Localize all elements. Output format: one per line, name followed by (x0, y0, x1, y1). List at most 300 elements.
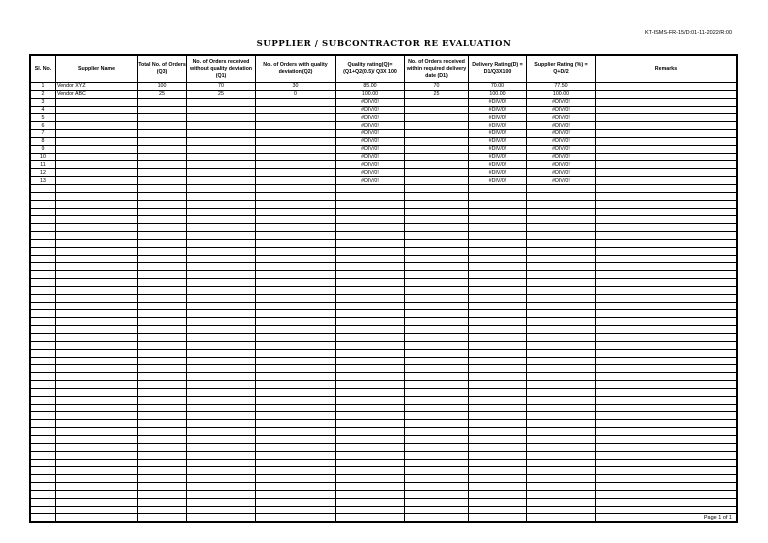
cell-orders-on-time (405, 122, 469, 130)
empty-cell (596, 208, 737, 216)
empty-cell (336, 294, 405, 302)
empty-cell (56, 294, 138, 302)
cell-orders-without-deviation (187, 177, 256, 185)
cell-quality-rating: #DIV/0! (336, 137, 405, 145)
empty-table-row (31, 192, 737, 200)
empty-cell (187, 318, 256, 326)
cell-remarks (596, 130, 737, 138)
empty-cell (527, 286, 596, 294)
empty-cell (527, 184, 596, 192)
empty-cell (405, 216, 469, 224)
empty-cell (469, 184, 527, 192)
empty-cell (256, 459, 336, 467)
cell-delivery-rating: #DIV/0! (469, 169, 527, 177)
empty-cell (596, 279, 737, 287)
cell-delivery-rating: #DIV/0! (469, 153, 527, 161)
empty-cell (596, 184, 737, 192)
empty-table-row (31, 428, 737, 436)
empty-cell (596, 420, 737, 428)
empty-cell (187, 255, 256, 263)
empty-cell (469, 326, 527, 334)
empty-cell (469, 498, 527, 506)
empty-cell (31, 404, 56, 412)
empty-cell (596, 357, 737, 365)
empty-cell (187, 224, 256, 232)
empty-cell (469, 373, 527, 381)
empty-cell (256, 475, 336, 483)
empty-cell (138, 247, 187, 255)
empty-cell (405, 467, 469, 475)
empty-cell (256, 263, 336, 271)
empty-cell (138, 286, 187, 294)
empty-table-row (31, 239, 737, 247)
empty-cell (596, 451, 737, 459)
empty-cell (336, 247, 405, 255)
cell-delivery-rating: #DIV/0! (469, 137, 527, 145)
empty-cell (256, 318, 336, 326)
cell-sl-no: 9 (31, 145, 56, 153)
empty-table-row (31, 279, 737, 287)
empty-cell (596, 192, 737, 200)
empty-table-row (31, 381, 737, 389)
empty-cell (187, 459, 256, 467)
cell-total-orders (138, 106, 187, 114)
empty-cell (256, 341, 336, 349)
empty-cell (256, 357, 336, 365)
cell-orders-with-deviation (256, 106, 336, 114)
cell-remarks (596, 122, 737, 130)
empty-cell (469, 224, 527, 232)
cell-sl-no: 5 (31, 114, 56, 122)
cell-quality-rating: 85.00 (336, 83, 405, 91)
empty-cell (138, 326, 187, 334)
empty-cell (187, 263, 256, 271)
empty-cell (256, 428, 336, 436)
empty-cell (187, 443, 256, 451)
empty-cell (56, 232, 138, 240)
empty-cell (187, 326, 256, 334)
empty-cell (138, 475, 187, 483)
empty-cell (56, 514, 138, 522)
empty-cell (56, 224, 138, 232)
empty-cell (336, 224, 405, 232)
empty-cell (31, 420, 56, 428)
empty-cell (527, 192, 596, 200)
cell-orders-with-deviation (256, 98, 336, 106)
empty-cell (527, 310, 596, 318)
empty-cell (56, 302, 138, 310)
page-footer: Page 1 of 1 (703, 515, 732, 521)
empty-cell (405, 420, 469, 428)
empty-cell (469, 443, 527, 451)
empty-cell (31, 459, 56, 467)
cell-sl-no: 13 (31, 177, 56, 185)
cell-orders-without-deviation (187, 122, 256, 130)
empty-cell (187, 506, 256, 514)
empty-cell (596, 302, 737, 310)
empty-cell (405, 365, 469, 373)
empty-cell (256, 349, 336, 357)
cell-orders-without-deviation: 70 (187, 83, 256, 91)
table-row (31, 137, 737, 145)
empty-cell (527, 443, 596, 451)
empty-cell (31, 412, 56, 420)
empty-cell (31, 271, 56, 279)
empty-table-row (31, 232, 737, 240)
empty-cell (596, 349, 737, 357)
empty-cell (187, 302, 256, 310)
empty-cell (405, 506, 469, 514)
cell-supplier-rating: 100.00 (527, 90, 596, 98)
empty-cell (405, 302, 469, 310)
empty-cell (31, 318, 56, 326)
empty-cell (527, 373, 596, 381)
empty-cell (31, 224, 56, 232)
empty-cell (336, 192, 405, 200)
empty-cell (469, 451, 527, 459)
empty-cell (31, 365, 56, 373)
empty-cell (31, 286, 56, 294)
empty-cell (527, 247, 596, 255)
empty-cell (469, 310, 527, 318)
empty-cell (469, 232, 527, 240)
empty-cell (56, 404, 138, 412)
cell-sl-no: 3 (31, 98, 56, 106)
empty-cell (596, 326, 737, 334)
cell-remarks (596, 153, 737, 161)
empty-cell (527, 208, 596, 216)
empty-cell (256, 294, 336, 302)
empty-cell (138, 443, 187, 451)
cell-supplier-rating: #DIV/0! (527, 177, 596, 185)
empty-cell (405, 396, 469, 404)
empty-cell (187, 184, 256, 192)
empty-cell (138, 451, 187, 459)
empty-cell (336, 341, 405, 349)
empty-cell (31, 357, 56, 365)
empty-cell (527, 224, 596, 232)
cell-supplier-rating: #DIV/0! (527, 161, 596, 169)
table-row (31, 145, 737, 153)
empty-cell (256, 514, 336, 522)
empty-cell (138, 459, 187, 467)
cell-orders-on-time: 70 (405, 83, 469, 91)
empty-cell (187, 498, 256, 506)
cell-orders-with-deviation: 30 (256, 83, 336, 91)
empty-cell (596, 286, 737, 294)
empty-cell (31, 310, 56, 318)
empty-cell (187, 286, 256, 294)
table-row (31, 161, 737, 169)
cell-orders-on-time (405, 114, 469, 122)
empty-table-row (31, 310, 737, 318)
empty-cell (256, 302, 336, 310)
cell-sl-no: 4 (31, 106, 56, 114)
cell-quality-rating: #DIV/0! (336, 130, 405, 138)
empty-cell (336, 302, 405, 310)
empty-cell (405, 318, 469, 326)
empty-cell (596, 483, 737, 491)
empty-cell (138, 490, 187, 498)
empty-cell (527, 506, 596, 514)
empty-cell (336, 490, 405, 498)
empty-cell (187, 341, 256, 349)
empty-cell (138, 506, 187, 514)
empty-cell (336, 428, 405, 436)
cell-supplier-rating: #DIV/0! (527, 145, 596, 153)
empty-cell (187, 451, 256, 459)
table-row (31, 106, 737, 114)
table-row (31, 114, 737, 122)
empty-cell (527, 302, 596, 310)
empty-cell (336, 404, 405, 412)
empty-cell (56, 239, 138, 247)
col-header-quality-rating: Quality rating(Q)= (Q1+Q2(0.5)/ Q3X 100 (336, 56, 405, 83)
empty-cell (256, 224, 336, 232)
cell-orders-with-deviation (256, 145, 336, 153)
empty-cell (336, 318, 405, 326)
empty-cell (31, 388, 56, 396)
empty-cell (138, 224, 187, 232)
empty-cell (336, 208, 405, 216)
cell-remarks (596, 145, 737, 153)
empty-cell (56, 420, 138, 428)
empty-cell (527, 279, 596, 287)
table-row (31, 169, 737, 177)
empty-cell (527, 514, 596, 522)
empty-cell (336, 506, 405, 514)
empty-cell (187, 279, 256, 287)
empty-table-row (31, 451, 737, 459)
col-header-supplier-name: Supplier Name (56, 56, 138, 83)
empty-cell (138, 396, 187, 404)
cell-remarks (596, 106, 737, 114)
empty-cell (138, 255, 187, 263)
empty-cell (596, 467, 737, 475)
empty-cell (527, 388, 596, 396)
empty-cell (596, 255, 737, 263)
table-row (31, 83, 737, 91)
empty-cell (138, 302, 187, 310)
empty-cell (56, 388, 138, 396)
empty-cell (469, 216, 527, 224)
empty-cell (469, 365, 527, 373)
empty-cell (336, 435, 405, 443)
empty-cell (527, 435, 596, 443)
empty-cell (31, 443, 56, 451)
empty-table-row (31, 459, 737, 467)
col-header-total-orders: Total No. of Orders (Q3) (138, 56, 187, 83)
empty-table-row (31, 490, 737, 498)
empty-cell (527, 334, 596, 342)
empty-cell (469, 255, 527, 263)
empty-cell (56, 271, 138, 279)
cell-remarks (596, 161, 737, 169)
empty-cell (31, 373, 56, 381)
empty-cell (405, 184, 469, 192)
empty-cell (56, 318, 138, 326)
empty-cell (405, 435, 469, 443)
empty-cell (405, 279, 469, 287)
empty-cell (596, 475, 737, 483)
empty-cell (187, 514, 256, 522)
empty-cell (187, 396, 256, 404)
empty-table-row (31, 388, 737, 396)
cell-orders-without-deviation (187, 153, 256, 161)
empty-cell (256, 216, 336, 224)
empty-cell (187, 200, 256, 208)
empty-cell (56, 200, 138, 208)
empty-cell (405, 271, 469, 279)
empty-cell (187, 294, 256, 302)
cell-supplier-rating: #DIV/0! (527, 153, 596, 161)
cell-remarks (596, 90, 737, 98)
empty-cell (336, 200, 405, 208)
empty-cell (187, 192, 256, 200)
col-header-sl-no: Sl. No. (31, 56, 56, 83)
empty-cell (336, 498, 405, 506)
empty-cell (56, 498, 138, 506)
cell-quality-rating: #DIV/0! (336, 177, 405, 185)
cell-delivery-rating: 100.00 (469, 90, 527, 98)
empty-cell (256, 443, 336, 451)
empty-cell (596, 506, 737, 514)
empty-cell (527, 318, 596, 326)
empty-cell (336, 451, 405, 459)
empty-cell (527, 396, 596, 404)
empty-cell (31, 239, 56, 247)
empty-cell (138, 381, 187, 389)
empty-table-row (31, 334, 737, 342)
col-header-orders-without-deviation: No. of Orders received without quality deviation (Q1) (187, 56, 256, 83)
col-header-supplier-rating: Supplier Rating (%) = Q+D/2 (527, 56, 596, 83)
cell-supplier-name (56, 177, 138, 185)
empty-cell (256, 404, 336, 412)
empty-cell (56, 192, 138, 200)
empty-table-row (31, 247, 737, 255)
empty-cell (336, 279, 405, 287)
empty-cell (31, 334, 56, 342)
empty-cell (405, 498, 469, 506)
cell-sl-no: 7 (31, 130, 56, 138)
cell-sl-no: 1 (31, 83, 56, 91)
empty-cell (527, 459, 596, 467)
cell-supplier-name (56, 145, 138, 153)
empty-cell (187, 271, 256, 279)
empty-table-row (31, 404, 737, 412)
empty-cell (187, 216, 256, 224)
empty-cell (256, 396, 336, 404)
cell-orders-without-deviation (187, 137, 256, 145)
empty-cell (31, 490, 56, 498)
empty-cell (405, 483, 469, 491)
empty-cell (469, 412, 527, 420)
empty-cell (56, 435, 138, 443)
empty-cell (405, 349, 469, 357)
evaluation-table (30, 55, 737, 522)
empty-cell (138, 483, 187, 491)
empty-cell (527, 490, 596, 498)
empty-table-row (31, 255, 737, 263)
empty-cell (187, 334, 256, 342)
empty-cell (596, 373, 737, 381)
empty-cell (56, 341, 138, 349)
cell-sl-no: 10 (31, 153, 56, 161)
empty-cell (405, 475, 469, 483)
cell-total-orders: 25 (138, 90, 187, 98)
empty-table-row (31, 475, 737, 483)
cell-orders-without-deviation (187, 130, 256, 138)
empty-cell (138, 232, 187, 240)
cell-remarks (596, 137, 737, 145)
empty-cell (405, 341, 469, 349)
cell-remarks (596, 83, 737, 91)
cell-quality-rating: #DIV/0! (336, 122, 405, 130)
empty-cell (256, 373, 336, 381)
empty-cell (56, 208, 138, 216)
cell-total-orders (138, 137, 187, 145)
empty-cell (31, 435, 56, 443)
empty-cell (405, 428, 469, 436)
cell-orders-without-deviation (187, 161, 256, 169)
empty-table-row (31, 373, 737, 381)
empty-cell (469, 435, 527, 443)
header-row (31, 56, 737, 83)
page-title: SUPPLIER / SUBCONTRACTOR RE EVALUATION (256, 39, 512, 49)
cell-orders-on-time (405, 161, 469, 169)
empty-cell (138, 349, 187, 357)
cell-supplier-name (56, 114, 138, 122)
cell-total-orders (138, 98, 187, 106)
cell-orders-with-deviation: 0 (256, 90, 336, 98)
empty-cell (527, 263, 596, 271)
empty-cell (336, 232, 405, 240)
empty-cell (596, 396, 737, 404)
empty-cell (256, 412, 336, 420)
empty-cell (469, 286, 527, 294)
cell-supplier-name (56, 169, 138, 177)
empty-cell (31, 279, 56, 287)
cell-total-orders (138, 169, 187, 177)
empty-cell (405, 459, 469, 467)
empty-cell (469, 475, 527, 483)
empty-cell (405, 255, 469, 263)
empty-cell (56, 334, 138, 342)
col-header-delivery-rating: Delivery Rating(D) = D1/Q3X100 (469, 56, 527, 83)
empty-cell (56, 184, 138, 192)
empty-cell (596, 232, 737, 240)
empty-table-row (31, 467, 737, 475)
cell-supplier-name (56, 122, 138, 130)
empty-cell (336, 514, 405, 522)
table-row (31, 98, 737, 106)
empty-cell (469, 208, 527, 216)
empty-cell (187, 208, 256, 216)
empty-cell (187, 381, 256, 389)
empty-cell (596, 247, 737, 255)
empty-cell (187, 388, 256, 396)
table-row (31, 177, 737, 185)
empty-cell (596, 216, 737, 224)
empty-cell (138, 435, 187, 443)
empty-table-row (31, 506, 737, 514)
empty-cell (336, 396, 405, 404)
empty-cell (336, 239, 405, 247)
empty-cell (256, 435, 336, 443)
cell-delivery-rating: #DIV/0! (469, 177, 527, 185)
empty-cell (469, 271, 527, 279)
empty-cell (138, 365, 187, 373)
